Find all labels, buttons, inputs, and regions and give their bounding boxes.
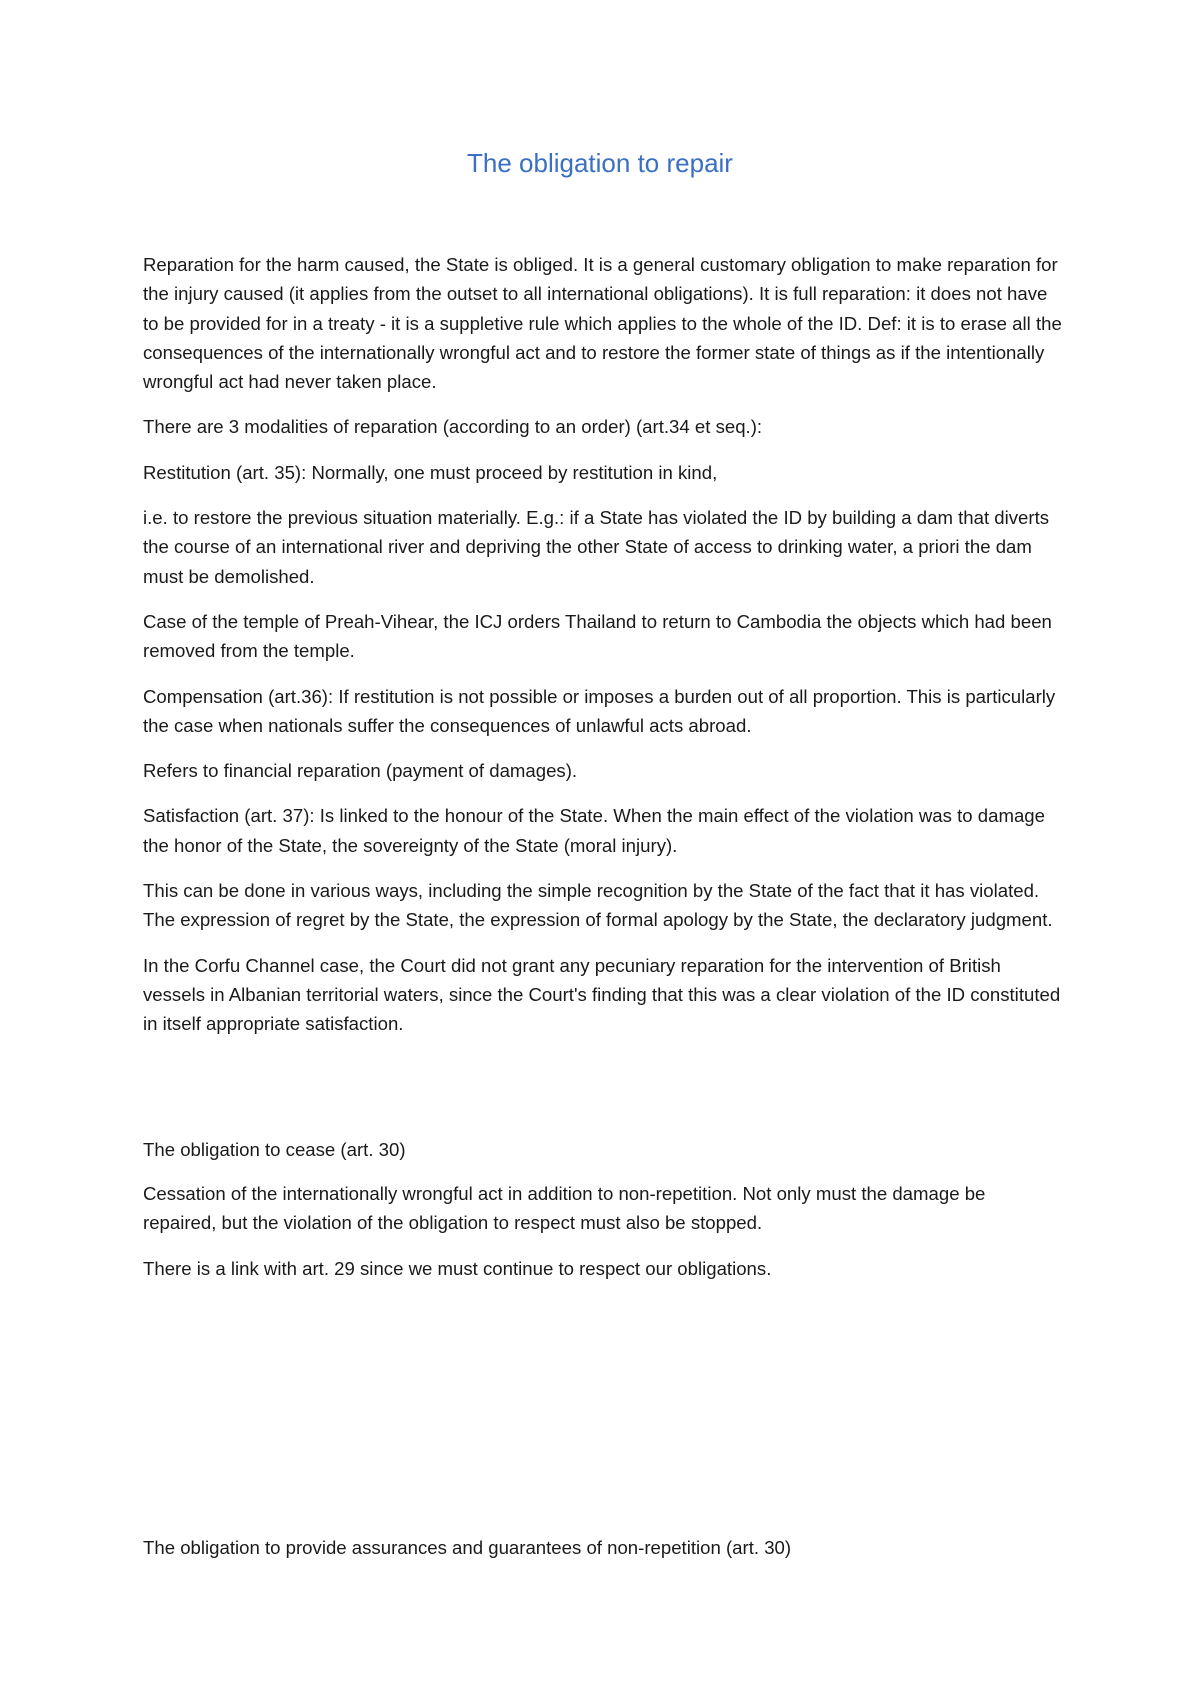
section-heading-assurances: The obligation to provide assurances and guarantees of non-repetition (art. 30) xyxy=(143,1537,792,1558)
paragraph: i.e. to restore the previous situation materially. E.g.: if a State has violated the ID by building a dam that diverts the course of an international river and depriving the other State of access to drinking water, a priori the dam must be demolished. xyxy=(143,507,1050,587)
paragraph: Compensation (art.36): If restitution is not possible or imposes a burden out of all proportion. This is particularly the case when nationals suffer the consequences of unlawful acts abroad. xyxy=(143,685,1056,736)
paragraph: Refers to financial reparation (payment of damages). xyxy=(143,760,578,782)
document-title: The obligation to repair xyxy=(467,148,733,178)
paragraph: There is a link with art. 29 since we must continue to respect our obligations. xyxy=(143,1257,772,1279)
section-heading-cease: The obligation to cease (art. 30) xyxy=(143,1139,406,1160)
paragraph: In the Corfu Channel case, the Court did not grant any pecuniary reparation for the intervention of British vessels in Albanian territorial waters, since the Court's finding that this was a clear violation of the ID constituted in itself appropriate satisfaction. xyxy=(143,954,1061,1035)
paragraph: Cessation of the internationally wrongful act in addition to non-repetition. Not only must the damage be repaired, but the violation of the obligation to respect must also be stopped. xyxy=(143,1183,986,1234)
section-body-cease xyxy=(143,1179,1063,1299)
paragraph: Reparation for the harm caused, the State is obliged. It is a general customary obligation to make reparation for the injury caused (it applies from the outset to all international obligations). It is full reparation: it does not have to be provided for in a treaty - it is a suppletive rule which applies to the whole of the ID. Def: it is to erase all the consequences of the internationally wrongful act and to restore the former state of things as if the intentionally wrongful act had never taken place. xyxy=(143,254,1062,393)
paragraph: Restitution (art. 35): Normally, one must proceed by restitution in kind, xyxy=(143,461,718,483)
paragraph: There are 3 modalities of reparation (according to an order) (art.34 et seq.): xyxy=(143,416,763,438)
paragraph: Satisfaction (art. 37): Is linked to the honour of the State. When the main effect of the violation was to damage the honor of the State, the sovereignty of the State (moral injury). xyxy=(143,805,1045,856)
paragraph: This can be done in various ways, including the simple recognition by the State of the fact that it has violated. The expression of regret by the State, the expression of formal apology by the State, the declaratory judgment. xyxy=(143,880,1053,931)
paragraph: Case of the temple of Preah-Vihear, the ICJ orders Thailand to return to Cambodia the objects which had been removed from the temple. xyxy=(143,610,1052,662)
document-body xyxy=(143,250,1063,1055)
